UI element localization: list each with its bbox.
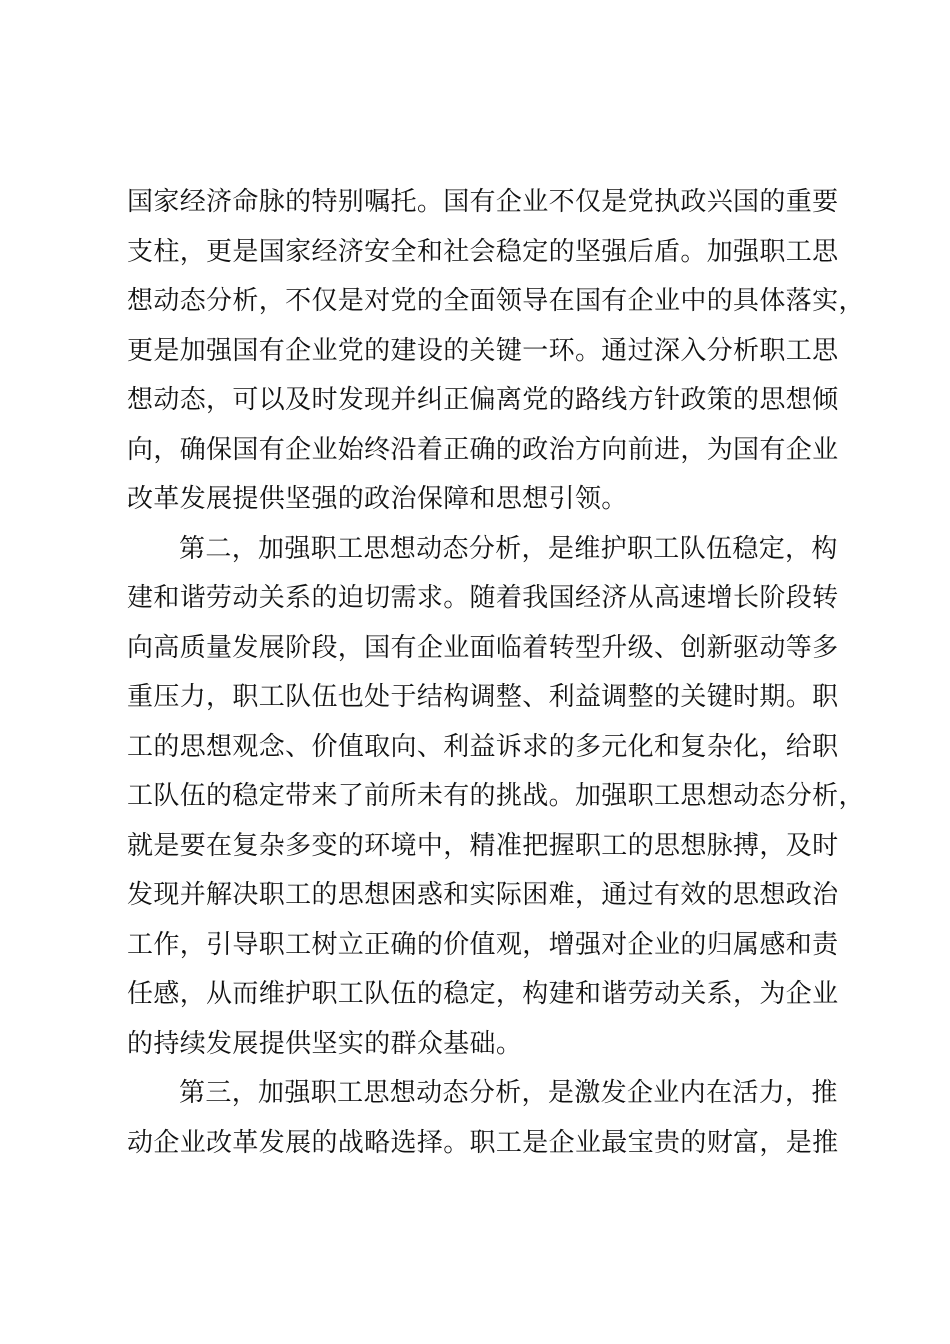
paragraph-3 bbox=[127, 1069, 847, 1168]
text-line: 想动态分析，不仅是对党的全面领导在国有企业中的具体落实， bbox=[127, 286, 865, 316]
text-line: 发现并解决职工的思想困惑和实际困难，通过有效的思想政治 bbox=[127, 880, 839, 910]
text-line: 任感，从而维护职工队伍的稳定，构建和谐劳动关系，为企业 bbox=[127, 979, 839, 1009]
paragraph-2 bbox=[127, 525, 865, 1070]
text-line-first: 第三，加强职工思想动态分析，是激发企业内在活力，推 bbox=[179, 1078, 838, 1108]
text-line: 就是要在复杂多变的环境中，精准把握职工的思想脉搏，及时 bbox=[127, 830, 839, 861]
text-line: 向高质量发展阶段，国有企业面临着转型升级、创新驱动等多 bbox=[127, 632, 839, 663]
text-line: 向，确保国有企业始终沿着正确的政治方向前进，为国有企业 bbox=[127, 434, 839, 465]
text-line: 的持续发展提供坚实的群众基础。 bbox=[127, 1028, 523, 1059]
text-line: 建和谐劳动关系的迫切需求。随着我国经济从高速增长阶段转 bbox=[127, 583, 839, 613]
text-line: 动企业改革发展的战略选择。职工是企业最宝贵的财富，是推 bbox=[127, 1127, 839, 1158]
text-line: 工的思想观念、价值取向、利益诉求的多元化和复杂化，给职 bbox=[127, 731, 839, 762]
text-line: 国家经济命脉的特别嘱托。国有企业不仅是党执政兴国的重要 bbox=[127, 187, 839, 217]
text-line: 工作，引导职工树立正确的价值观，增强对企业的归属感和责 bbox=[127, 929, 839, 960]
paragraph-1 bbox=[127, 178, 865, 525]
text-line: 工队伍的稳定带来了前所未有的挑战。加强职工思想动态分析， bbox=[127, 781, 865, 811]
text-line: 更是加强国有企业党的建设的关键一环。通过深入分析职工思 bbox=[127, 335, 839, 366]
text-line: 想动态，可以及时发现并纠正偏离党的路线方针政策的思想倾 bbox=[127, 385, 839, 415]
text-line: 改革发展提供坚强的政治保障和思想引领。 bbox=[127, 484, 628, 514]
document-body bbox=[127, 178, 865, 1168]
text-line-first: 第二，加强职工思想动态分析，是维护职工队伍稳定，构 bbox=[179, 533, 838, 564]
text-line: 重压力，职工队伍也处于结构调整、利益调整的关键时期。职 bbox=[127, 682, 839, 712]
text-line: 支柱，更是国家经济安全和社会稳定的坚强后盾。加强职工思 bbox=[127, 236, 839, 267]
